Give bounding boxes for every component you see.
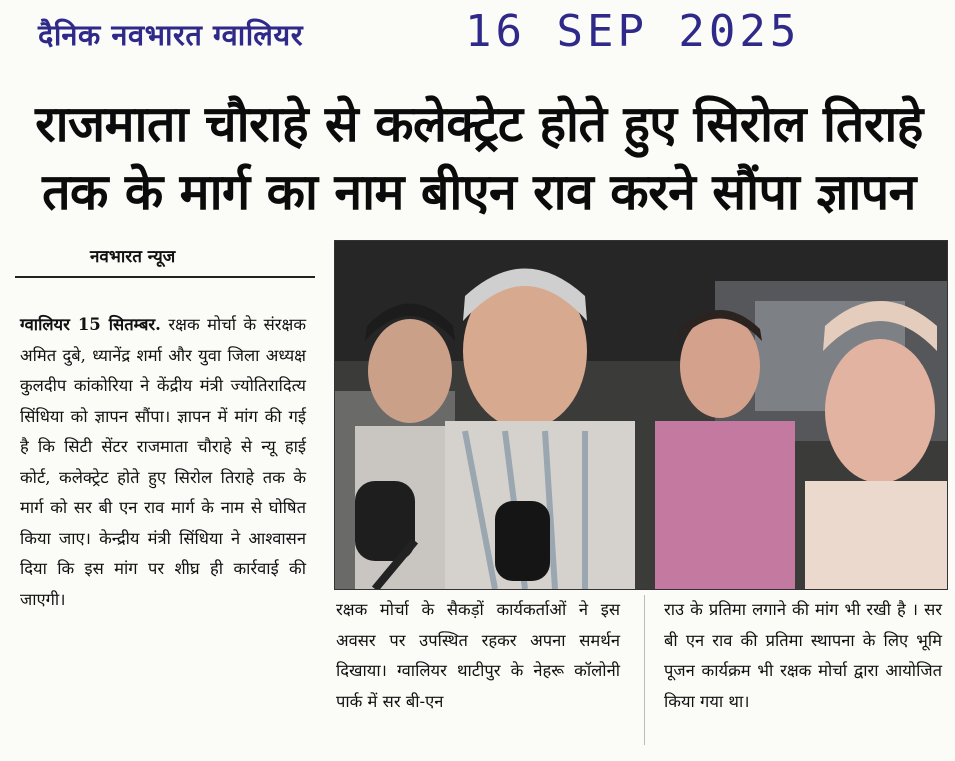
column-2-text: रक्षक मोर्चा के सैकड़ों कार्यकर्ताओं ने इस अवसर पर उपस्थित रहकर अपना समर्थन दिखाया। ग्वालियर थाटीपुर के नेहरू कॉलोनी पार्क में सर बी-एन bbox=[336, 600, 620, 711]
masthead bbox=[38, 10, 303, 58]
headline-line-2: तक के मार्ग का नाम बीएन राव करने सौंपा ज्ञापन bbox=[42, 163, 916, 221]
article-column-1 bbox=[20, 310, 306, 615]
byline-rule bbox=[15, 276, 315, 278]
byline: नवभारत न्यूज bbox=[90, 247, 176, 267]
dateline: ग्वालियर 15 सितम्बर. bbox=[20, 315, 161, 334]
headline bbox=[18, 90, 940, 226]
column-3-text: राउ के प्रतिमा लगाने की मांग भी रखी है । सर बी एन राव की प्रतिमा स्थापना के लिए भूमि पूजन कार्यक्रम भी रक्षक मोर्चा द्वारा आयोजित किया गया था। bbox=[664, 600, 942, 711]
photo-illustration bbox=[335, 241, 947, 589]
column-1-text: रक्षक मोर्चा के संरक्षक अमित दुबे, ध्यानेंद्र शर्मा और युवा जिला अध्यक्ष कुलदीप कांकोरिया ने केंद्रीय मंत्री ज्योतिरादित्य सिंधिया को ज्ञापन सौंपा। ज्ञापन में मांग की गई है कि सिटी सेंटर राजमाता चौराहे से न्यू हाई कोर्ट, कलेक्ट्रेट होते हुए सिरोल तिराहे तक के मार्ग को सर बी एन राव मार्ग के नाम से घोषित किया जाए। केन्द्रीय मंत्री सिंधिया ने आश्वासन दिया कि इस मांग पर शीघ्र ही कार्रवाई की जाएगी। bbox=[20, 315, 306, 609]
date-stamp: 16 SEP 2025 bbox=[465, 6, 801, 57]
article-column-2 bbox=[336, 595, 620, 717]
headline-line-1: राजमाता चौराहे से कलेक्ट्रेट होते हुए सिरोल तिराहे bbox=[35, 95, 923, 153]
article-column-3 bbox=[664, 595, 942, 717]
news-photo bbox=[334, 240, 948, 590]
column-divider bbox=[644, 595, 645, 745]
newspaper-name: दैनिक नवभारत ग्वालियर bbox=[38, 17, 304, 52]
